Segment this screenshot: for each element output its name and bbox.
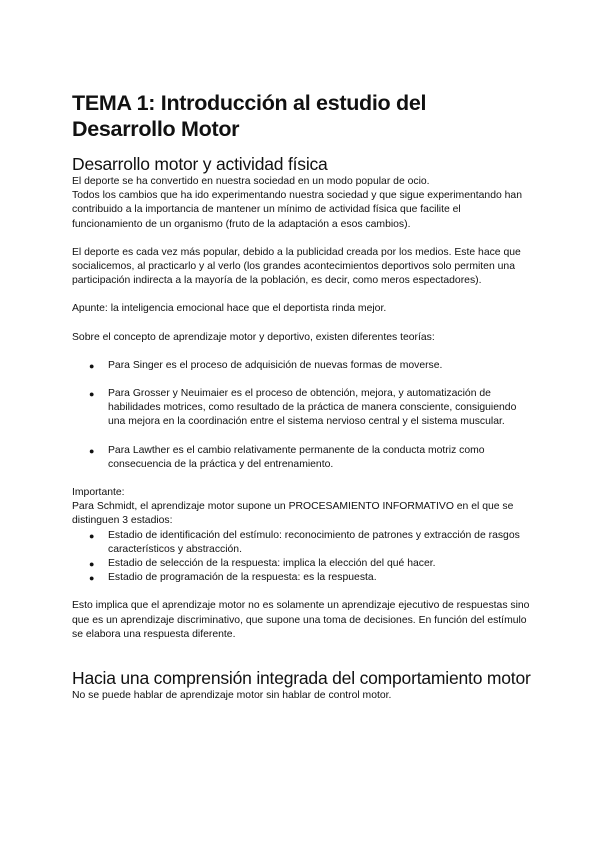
list-item-text: Para Lawther es el cambio relativamente permanente de la conducta motriz como consecuencia de la práctica y del entrenamiento. <box>108 444 485 470</box>
paragraph-control-motor: No se puede hablar de aprendizaje motor sin hablar de control motor. <box>72 690 392 702</box>
list-item-text: Estadio de selección de la respuesta: implica la elección del qué hacer. <box>108 558 436 570</box>
paragraph-cambios-sociedad: Todos los cambios que ha ido experimentando nuestra sociedad y que sigue experimentando han contribuido a la importancia de mantener un mínimo de actividad física que facilite el funcionamiento de un organismo (fruto de la adaptación a esos cambios). <box>72 190 522 230</box>
paragraph-schmidt: Para Schmidt, el aprendizaje motor supone un PROCESAMIENTO INFORMATIVO en el que se distinguen 3 estadios: <box>72 501 514 527</box>
paragraph-importante-label: Importante: <box>72 487 125 499</box>
list-item <box>72 557 532 571</box>
bullet-icon: ● <box>89 559 95 570</box>
list-item-text: Estadio de programación de la respuesta: es la respuesta. <box>108 572 377 584</box>
paragraph-conclusion: Esto implica que el aprendizaje motor no es solamente un aprendizaje ejecutivo de respuestas sino que es un aprendizaje discriminativo, que supone una toma de decisiones. En función del estímulo se elabora una respuesta diferente. <box>72 600 530 640</box>
list-item <box>72 529 532 557</box>
section-heading-desarrollo-motor: Desarrollo motor y actividad física <box>72 154 328 174</box>
paragraph-teorias-intro: Sobre el concepto de aprendizaje motor y deportivo, existen diferentes teorías: <box>72 331 435 343</box>
bullet-icon: ● <box>89 573 95 584</box>
list-item <box>72 359 532 373</box>
paragraph-apunte: Apunte: la inteligencia emocional hace que el deportista rinda mejor. <box>72 303 387 315</box>
list-item-text: Para Grosser y Neuimaier es el proceso de obtención, mejora, y automatización de habilidades motrices, como resultado de la práctica de manera consciente, consiguiendo una mejora en la coordinación entre el sistema nervioso central y el sistema muscular. <box>108 388 517 428</box>
paragraph-deporte-popular: El deporte es cada vez más popular, debido a la publicidad creada por los medios. Este hace que socialicemos, al practicarlo y al verlo (los grandes acontecimientos deportivos solo permiten una participación indirecta a la mayoría de la población, es decir, como meros espectadores). <box>72 246 521 287</box>
document-title: TEMA 1: Introducción al estudio del Desarrollo Motor <box>72 91 427 141</box>
list-item-text: Estadio de identificación del estímulo: reconocimiento de patrones y extracción de rasgos característicos y abstracción. <box>108 529 520 555</box>
stages-list <box>72 529 532 586</box>
document-body <box>72 90 532 703</box>
bullet-icon: ● <box>89 389 95 400</box>
list-item-text: Para Singer es el proceso de adquisición de nuevas formas de moverse. <box>108 359 443 371</box>
section-heading-comportamiento-motor: Hacia una comprensión integrada del comportamiento motor <box>72 668 531 689</box>
theories-list <box>72 359 532 472</box>
paragraph-deporte-ocio: El deporte se ha convertido en nuestra sociedad en un modo popular de ocio. <box>72 176 430 187</box>
bullet-icon: ● <box>89 530 95 541</box>
bullet-icon: ● <box>89 360 95 371</box>
list-item <box>72 444 532 472</box>
bullet-icon: ● <box>89 445 95 456</box>
list-item <box>72 387 532 430</box>
list-item <box>72 571 532 585</box>
